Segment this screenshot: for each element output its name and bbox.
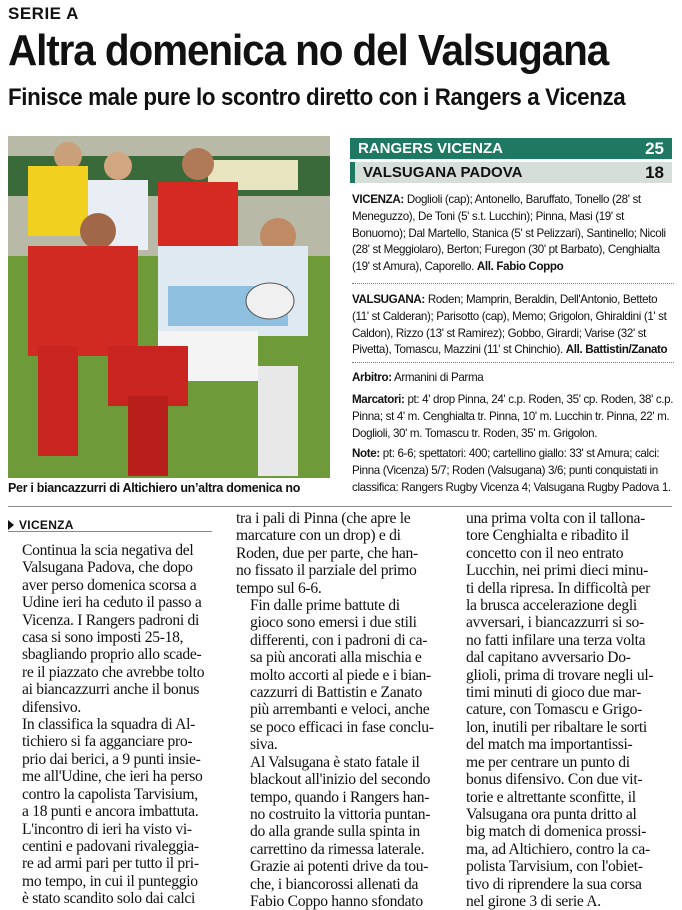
score-row-away	[350, 162, 672, 183]
article-line: L'incontro di ieri ha visto vi-	[22, 820, 192, 838]
article-line: Al Valsugana è stato fatale il	[250, 753, 420, 771]
article-paragraph	[8, 542, 214, 716]
scorers-text: pt: 4' drop Pinna, 24' c.p. Roden, 35' cp. Roden, 38' c.p. Pinna; st 4' m. Cenghialta tr. Pinna, 10' m. Lucchin tr. Pinna, 22' m. Doglioli, 30' m. Tomascu tr. Roden, 35' m. Grigolon.	[352, 393, 674, 440]
article-line: Lucchin, nei primi dieci minu-	[466, 562, 648, 580]
article-line: che, i biancorossi allenati da	[250, 875, 419, 893]
dateline	[8, 518, 74, 532]
article-paragraph	[466, 510, 672, 910]
headline: Altra domenica no del Valsugana	[8, 26, 609, 75]
article-line: torie e altrettante sconfitte, il	[466, 788, 636, 806]
notes-label: Note:	[352, 447, 380, 460]
article-line: tra i pali di Pinna (che apre le	[236, 510, 411, 527]
referee-label: Arbitro:	[352, 371, 392, 384]
away-team: VALSUGANA PADOVA	[363, 164, 523, 181]
lineup-valsugana-label: VALSUGANA:	[352, 293, 425, 306]
divider	[352, 283, 674, 284]
article-line: re ad armi pari per tutto il pri-	[22, 855, 199, 873]
article-line: Roden, due per parte, che han-	[236, 544, 418, 562]
article-line: casa si sono imposti 25-18,	[22, 629, 184, 647]
article-line: sa più ancorati alla mischia e	[250, 649, 422, 667]
lineup-vicenza-text: Doglioli (cap); Antonello, Baruffato, Tonello (28' st Meneguzzo), De Toni (5' s.t. Lucchin); Pinna, Masi (19' st Bonuomo); Dal Martello, Stanica (5' st Pelizzari), Santinello; Nicoli (28' st Meggiolaro), Berton; Furegon (30' pt Barbato), Cenghialta (19' st Amura), Caporello.	[352, 193, 666, 274]
article-paragraph	[236, 597, 442, 754]
article-line: una prima volta con il tallona-	[466, 510, 646, 527]
article-paragraph	[236, 510, 442, 597]
lineup-vicenza-coach: All. Fabio Coppo	[476, 260, 564, 274]
article-line: siva.	[250, 736, 278, 754]
article-line: polista Tarvisium, con l'obiet-	[466, 858, 643, 876]
article-line: contro la capolista Tarvisium,	[22, 785, 198, 803]
article-line: differenti, con i padroni di ca-	[250, 631, 428, 649]
article-line: In classifica la squadra di Al-	[22, 716, 195, 734]
lineup-valsugana	[352, 292, 674, 359]
lineup-valsugana-coach: All. Battistin/Zanato	[565, 343, 668, 357]
lineup-valsugana-text: Roden; Mamprin, Beraldin, Dell'Antonio, Betteto (11' st Calderan); Parisotto (cap), Memo; Grigolon, Ghiraldini (1' st Caldon), Rizzo (13' st Ramirez); Gobbo, Girardi; Varise (32' st Pivetta), Tomascu, Mazzini (11' st Chinchio).	[352, 293, 667, 357]
article-line: blackout all'inizio del secondo	[250, 771, 431, 789]
article-line: tivo di riprendere la sua corsa	[466, 875, 642, 893]
article-line: Fin dalle prime battute di	[250, 597, 400, 615]
home-team: RANGERS VICENZA	[358, 140, 504, 157]
article-line: tore Cenghialta e ribadito il	[466, 527, 629, 545]
article-line: no fatti infilare una terza volta	[466, 631, 646, 649]
article-line: Vicenza. I Rangers padroni di	[22, 611, 199, 629]
article-line: a 18 punti e ancora imbattuta.	[22, 803, 199, 821]
article-line: no costruito la vittoria puntan-	[250, 805, 431, 823]
article-line: re il piazzato che avrebbe tolto	[22, 663, 205, 681]
score-row-home	[350, 138, 672, 159]
away-score: 18	[645, 162, 664, 182]
article-line: lon, inutili per ribaltare le sorti	[466, 718, 647, 736]
article-line: glioli, prima di trovare negli ul-	[466, 666, 654, 684]
article-line: Udine ieri ha ceduto il passo a	[22, 594, 202, 612]
article-column-1	[8, 542, 214, 908]
article-line: tempo sul 6-6.	[236, 579, 322, 597]
lineup-vicenza-label: VICENZA:	[352, 193, 404, 206]
article-line: centini e padovani rivaleggia-	[22, 837, 199, 855]
article-line: Valsugana ora punta dritto al	[466, 805, 637, 823]
notes	[352, 446, 674, 496]
triangle-icon	[8, 520, 14, 530]
article-line: sbagliando proprio allo scade-	[22, 646, 202, 664]
article-line: bonus difensivo. Con due vit-	[466, 771, 643, 789]
divider	[352, 362, 674, 363]
scorers-label: Marcatori:	[352, 393, 405, 406]
article-line: aver perso domenica scorsa a	[22, 576, 197, 594]
article-column-3	[466, 510, 672, 910]
article-line: del match ma importantissi-	[466, 736, 633, 754]
article-line: molto accorti al piede e i bian-	[250, 666, 431, 684]
article-line: Valsugana Padova, che dopo	[22, 559, 193, 577]
article-line: mo tempo, in cui il punteggio	[22, 872, 198, 890]
article-line: è stato scandito solo dai calci	[22, 890, 196, 908]
article-line: più arrembanti e veloci, anche	[250, 701, 430, 719]
scorers	[352, 392, 674, 442]
referee-text: Armanini di Parma	[393, 371, 484, 384]
photo-caption: Per i biancazzurri di Altichiero un’altra domenica no	[8, 481, 301, 495]
article-paragraph	[8, 821, 214, 908]
article-line: carrettino da rimessa laterale.	[250, 840, 425, 858]
article-line: ti della ripresa. In difficoltà per	[466, 579, 651, 597]
divider	[8, 506, 672, 507]
article-line: big match di domenica prossi-	[466, 823, 647, 841]
article-line: ma, ad Altichiero, contro la ca-	[466, 840, 650, 858]
article-line: la brusca accelerazione degli	[466, 597, 637, 615]
article-line: avversari, i biancazzurri si so-	[466, 614, 644, 632]
article-line: do alla grande sulla spinta in	[250, 823, 420, 841]
home-score: 25	[645, 138, 664, 158]
article-column-2	[236, 510, 442, 910]
subheadline: Finisce male pure lo scontro diretto con i Rangers a Vicenza	[8, 84, 626, 111]
article-line: marcature con un drop) e di	[236, 527, 401, 545]
article-line: me per centrare un punto di	[466, 753, 630, 771]
lineup-vicenza	[352, 192, 674, 276]
article-line: gioco sono emersi i due stili	[250, 614, 417, 632]
referee	[352, 370, 674, 387]
rugby-photo	[8, 136, 330, 478]
article-line: dal capitano avversario Do-	[466, 649, 631, 667]
article-line: cature, con Tomascu e Grigo-	[466, 701, 642, 719]
article-line: prio dai berici, a 9 punti insie-	[22, 750, 201, 768]
article-line: me all'Udine, che ieri ha perso	[22, 768, 203, 786]
article-line: Fabio Coppo hanno sfondato	[250, 892, 423, 910]
article-line: cazzurri di Battistin e Zanato	[250, 684, 422, 702]
article-line: tichiero si fa agganciare pro-	[22, 733, 193, 751]
article-line: Continua la scia negativa del	[22, 542, 194, 559]
article-line: Grazie ai potenti drive da tou-	[250, 858, 429, 876]
section-kicker: SERIE A	[8, 4, 79, 23]
article-line: no fissato il parziale del primo	[236, 562, 417, 580]
article-line: tempo, quando i Rangers han-	[250, 788, 430, 806]
article-line: nel girone 3 di serie A.	[466, 892, 601, 910]
article-line: ai biancazzurri anche il bonus	[22, 681, 200, 699]
notes-text: pt: 6-6; spettatori: 400; cartellino giallo: 33' st Amura; calci: Pinna (Vicenza) 5/7; Roden (Valsugana) 3/6; punti conquistati in classifica: Rangers Rugby Vicenza 4; Valsugana Rugby Padova 1.	[352, 447, 671, 494]
article-line: concetto con il neo entrato	[466, 544, 624, 562]
article-line: difensivo.	[22, 698, 81, 716]
article-paragraph	[236, 754, 442, 910]
divider	[8, 531, 212, 532]
article-line: timi minuti di gioco due mar-	[466, 684, 642, 702]
article-line: se poco efficaci in fase conclu-	[250, 718, 434, 736]
dateline-label: VICENZA	[19, 518, 74, 532]
article-paragraph	[8, 716, 214, 820]
